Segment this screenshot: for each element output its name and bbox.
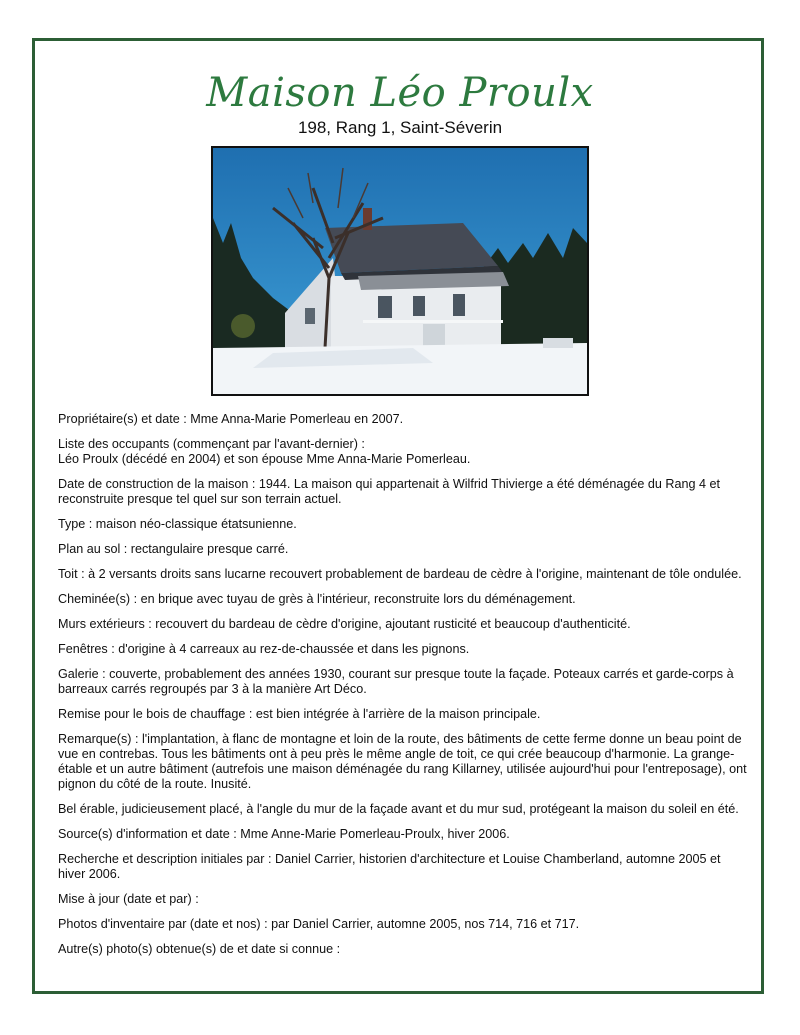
field-floor-plan: Plan au sol : rectangulaire presque carré. <box>58 542 289 556</box>
field-owner: Propriétaire(s) et date : Mme Anna-Marie Pomerleau en 2007. <box>58 412 404 426</box>
field-type: Type : maison néo-classique étatsunienne. <box>58 517 297 531</box>
field-other-photos: Autre(s) photo(s) obtenue(s) de et date si connue : <box>58 942 341 956</box>
house-photo <box>211 146 589 396</box>
field-gallery: Galerie : couverte, probablement des années 1930, courant sur presque toute la façade. Poteaux carrés et garde-corps à barreaux carrés regroupés par 3 à la manière Art Déco. <box>58 667 734 696</box>
address-subtitle: 198, Rang 1, Saint-Séverin <box>297 118 503 137</box>
field-occupants-value: Léo Proulx (décédé en 2004) et son épouse Mme Anna-Marie Pomerleau. <box>58 452 471 466</box>
field-roof: Toit : à 2 versants droits sans lucarne recouvert probablement de bardeau de cèdre à l'origine, maintenant de tôle ondulée. <box>58 567 742 581</box>
field-exterior-walls: Murs extérieurs : recouvert du bardeau de cèdre d'origine, ajoutant rusticité et beaucoup d'authenticité. <box>58 617 631 631</box>
field-sources: Source(s) d'information et date : Mme Anne-Marie Pomerleau-Proulx, hiver 2006. <box>58 827 510 841</box>
field-remarks: Remarque(s) : l'implantation, à flanc de montagne et loin de la route, des bâtiments de cette ferme donne un beau point de vue en contrebas. Tous les bâtiments ont à peu près le même angle de toit, ce qui crée beaucoup d'harmonie. La grange-étable et un autre bâtiment (autrefois une maison déménagée du rang Killarney, utilisée aujourd'hui pour l'entreposage), ont pignon du côté de la route. Inusité. <box>58 732 747 791</box>
page-title: Maison Léo Proulx <box>206 70 594 116</box>
field-photos: Photos d'inventaire par (date et nos) : par Daniel Carrier, automne 2005, nos 714, 716 et 717. <box>58 917 580 931</box>
field-maple: Bel érable, judicieusement placé, à l'angle du mur de la façade avant et du mur sud, protégeant la maison du soleil en été. <box>58 802 739 816</box>
field-construction-date: Date de construction de la maison : 1944. La maison qui appartenait à Wilfrid Thivierge a été déménagée du Rang 4 et reconstruite presque tel quel sur son terrain actuel. <box>58 477 721 506</box>
field-chimney: Cheminée(s) : en brique avec tuyau de grès à l'intérieur, reconstruite lors du déménagement. <box>58 592 576 606</box>
field-windows: Fenêtres : d'origine à 4 carreaux au rez-de-chaussée et dans les pignons. <box>58 642 470 656</box>
field-update: Mise à jour (date et par) : <box>58 892 199 906</box>
field-woodshed: Remise pour le bois de chauffage : est bien intégrée à l'arrière de la maison principale. <box>58 707 541 721</box>
field-occupants <box>58 437 748 467</box>
description-body <box>58 412 748 967</box>
field-research: Recherche et description initiales par : Daniel Carrier, historien d'architecture et Louise Chamberland, automne 2005 et hiver 2006. <box>58 852 721 881</box>
field-occupants-label: Liste des occupants (commençant par l'avant-dernier) : <box>58 437 365 451</box>
